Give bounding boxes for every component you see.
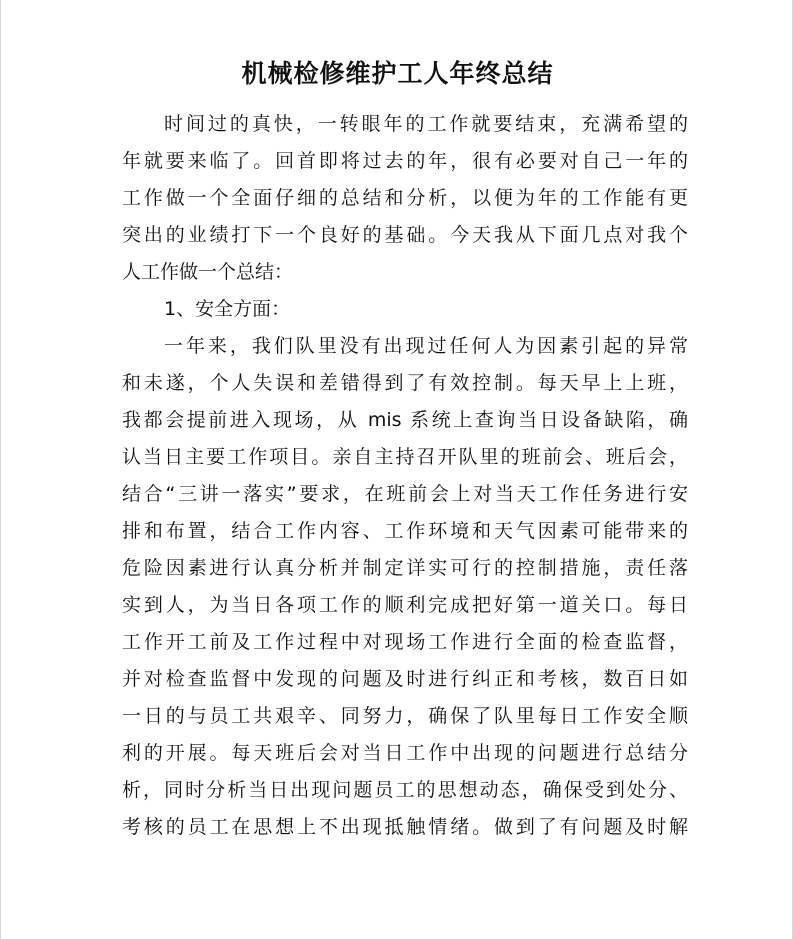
paragraph-line: 人工作做一个总结： — [122, 261, 294, 283]
paragraph-line: 危险因素进行认真分析并制定详实可行的控制措施，责任落 — [122, 557, 688, 579]
paragraph-line: 认当日主要工作项目。亲自主持召开队里的班前会、班后会， — [122, 446, 688, 468]
paragraph-line: 一年来，我们队里没有出现过任何人为因素引起的异常 — [164, 335, 688, 357]
paragraph-line: 结合“三讲一落实”要求，在班前会上对当天工作任务进行安 — [122, 483, 688, 505]
section-heading: 1、安全方面： — [164, 298, 291, 320]
paragraph-line: 工作做一个全面仔细的总结和分析，以便为年的工作能有更 — [122, 187, 688, 209]
paragraph-line: 并对检查监督中发现的问题及时进行纠正和考核，数百日如 — [122, 668, 688, 690]
document-body — [122, 106, 688, 846]
paragraph-line: 突出的业绩打下一个良好的基础。今天我从下面几点对我个 — [122, 224, 688, 246]
paragraph-line: 排和布置，结合工作内容、工作环境和天气因素可能带来的 — [122, 520, 688, 542]
paragraph-line: 和未遂，个人失误和差错得到了有效控制。每天早上上班， — [122, 372, 688, 394]
paragraph-line: 利的开展。每天班后会对当日工作中出现的问题进行总结分 — [122, 742, 688, 764]
paragraph-line: 年就要来临了。回首即将过去的年，很有必要对自己一年的 — [122, 150, 688, 172]
paragraph-line: 我都会提前进入现场，从 mis 系统上查询当日设备缺陷，确 — [122, 409, 688, 431]
paragraph-line: 时间过的真快，一转眼年的工作就要结束，充满希望的 — [164, 113, 688, 135]
paragraph-line: 考核的员工在思想上不出现抵触情绪。做到了有问题及时解 — [122, 816, 688, 838]
paragraph-line: 一日的与员工共艰辛、同努力，确保了队里每日工作安全顺 — [122, 705, 688, 727]
document-title: 机械检修维护工人年终总结 — [241, 59, 554, 88]
paragraph-line: 析，同时分析当日出现问题员工的思想动态，确保受到处分、 — [122, 779, 688, 801]
paragraph-line: 工作开工前及工作过程中对现场工作进行全面的检查监督， — [122, 631, 688, 653]
paragraph-line: 实到人，为当日各项工作的顺利完成把好第一道关口。每日 — [122, 594, 688, 616]
